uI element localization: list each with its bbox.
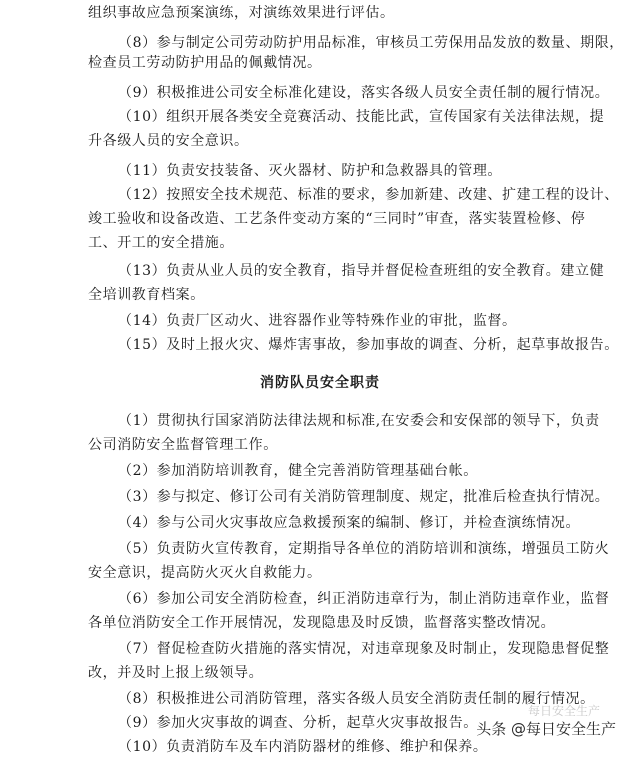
text-line: （9）积极推进公司安全标准化建设，落实各级人员安全责任制的履行情况。 (118, 85, 610, 101)
text-line: （6）参加公司安全消防检查，纠正消防违章行为，制止消防违章作业，监督 (118, 591, 610, 607)
text-line: （12）按照安全技术规范、标准的要求，参加新建、改建、扩建工程的设计、 (118, 187, 619, 203)
text-line: 竣工验收和设备改造、工艺条件变动方案的“三同时”审查，落实装置检修、停 (88, 211, 586, 227)
text-line: （10）负责消防车及车内消防器材的维修、维护和保养。 (118, 739, 488, 755)
text-line: （3）参与拟定、修订公司有关消防管理制度、规定，批准后检查执行情况。 (118, 489, 610, 505)
text-line: （8）参与制定公司劳动防护用品标准，审核员工劳保用品发放的数量、期限， (118, 35, 624, 51)
faded-watermark: 每日安全生产 (527, 704, 600, 718)
text-line: 组织事故应急预案演练，对演练效果进行评估。 (88, 5, 395, 21)
text-line: （4）参与公司火灾事故应急救援预案的编制、修订，并检查演练情况。 (118, 515, 581, 531)
text-line: 升各级人员的安全意识。 (88, 133, 249, 149)
text-line: 检查员工劳动防护用品的佩戴情况。 (88, 55, 322, 71)
watermark-text: 头条 @每日安全生产 (476, 720, 616, 738)
text-line: 改，并及时上报上级领导。 (88, 665, 264, 681)
text-line: 工、开工的安全措施。 (88, 235, 234, 251)
section-heading: 消防队员安全职责 (260, 375, 380, 391)
text-line: （15）及时上报火灾、爆炸害事故，参加事故的调查、分析，起草事故报告。 (118, 337, 619, 353)
text-line: 公司消防安全监督管理工作。 (88, 437, 278, 453)
text-line: （5）负责防火宣传教育，定期指导各单位的消防培训和演练，增强员工防火 (118, 541, 610, 557)
text-line: （2）参加消防培训教育，健全完善消防管理基础台帐。 (118, 463, 478, 479)
text-line: （10）组织开展各类安全竞赛活动、技能比武，宣传国家有关法律法规，提 (118, 109, 605, 125)
text-line: （8）积极推进公司消防管理，落实各级人员安全消防责任制的履行情况。 (118, 691, 595, 707)
text-line: 安全意识，提高防火灭火自救能力。 (88, 565, 322, 581)
source-watermark (476, 718, 616, 739)
text-line: （14）负责厂区动火、进容器作业等特殊作业的审批，监督。 (118, 313, 517, 329)
text-line: 各单位消防安全工作开展情况，发现隐患及时反馈，监督落实整改情况。 (88, 615, 556, 631)
text-line: （11）负责安技装备、灭火器材、防护和急救器具的管理。 (118, 163, 503, 179)
text-line: 全培训教育档案。 (88, 287, 205, 303)
text-line: （9）参加火灾事故的调查、分析，起草火灾事故报告。 (118, 715, 478, 731)
text-line: （1）贯彻执行国家消防法律法规和标准,在安委会和安保部的领导下，负责 (118, 413, 600, 429)
text-line: （13）负责从业人员的安全教育，指导并督促检查班组的安全教育。建立健 (118, 263, 605, 279)
text-line: （7）督促检查防火措施的落实情况，对违章现象及时制止，发现隐患督促整 (118, 641, 610, 657)
